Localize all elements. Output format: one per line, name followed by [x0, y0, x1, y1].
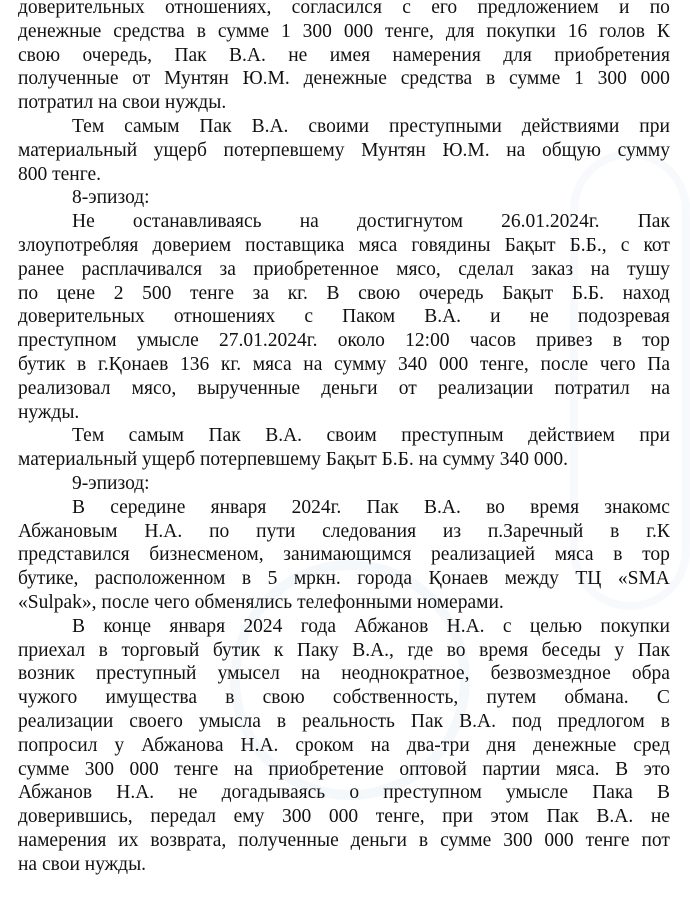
- text-line: преступном умысле 27.01.2024г. около 12:00 часов привез в тор: [18, 330, 670, 352]
- text-line: свою очередь, Пак В.А. не имея намерения для приобретения: [18, 44, 670, 66]
- text-line: бутик в г.Қонаев 136 кг. мяса на сумму 340 000 тенге, после чего Па: [18, 354, 670, 375]
- text-line: потратил на свои нужды.: [18, 92, 227, 114]
- text-line: 800 тенге.: [18, 163, 102, 185]
- text-line: представился бизнесменом, занимающимся реализацией мяса в тор: [18, 544, 670, 566]
- text-line: чужого имущества в свою собственность, путем обмана. С: [18, 687, 670, 709]
- text-line: приехал в торговый бутик к Паку В.А., где во время беседы у Пак: [18, 639, 670, 661]
- text-line: сумме 300 000 тенге на приобретение оптовой партии мяса. В это: [18, 758, 670, 780]
- text-line: попросил у Абжанова Н.А. сроком на два-три дня денежные сред: [18, 734, 670, 756]
- text-line: реализовал мясо, вырученные деньги от реализации потратил на: [18, 377, 670, 399]
- text-line: денежные средства в сумме 1 300 000 тенге, для покупки 16 голов К: [18, 20, 670, 42]
- text-line: бутике, расположенном в 5 мркн. города Қонаев между ТЦ «SMA: [18, 568, 670, 590]
- text-line: реализации своего умысла в реальность Пак В.А. под предлогом в: [18, 711, 670, 732]
- text-line: материальный ущерб потерпевшему Бақыт Б.Б. на сумму 340 000.: [18, 449, 569, 471]
- text-line: Абжанов Н.А. не догадываясь о преступном умысле Пака В: [18, 782, 670, 804]
- text-line: на свои нужды.: [18, 853, 147, 875]
- text-line: намерения их возврата, полученные деньги в сумме 300 000 тенге пот: [18, 830, 670, 851]
- text-line: В середине января 2024г. Пак В.А. во время знакомс: [72, 496, 670, 518]
- text-line: возник преступный умысел на неоднократное, безвозмездное обра: [18, 663, 670, 685]
- text-line: доверительных отношениях, согласился с его предложением и по: [18, 0, 670, 18]
- text-line: доверительных отношениях с Паком В.А. и не подозревая: [18, 306, 670, 328]
- text-line: полученные от Мунтян Ю.М. денежные средства в сумме 1 300 000: [18, 68, 670, 90]
- text-line: 8-эпизод:: [72, 187, 150, 209]
- text-line: Абжановым Н.А. по пути следования из п.Заречный в г.К: [18, 520, 670, 542]
- text-line: нужды.: [18, 401, 80, 423]
- text-line: ранее расплачивался за приобретенное мясо, сделал заказ на тушу: [18, 258, 670, 280]
- text-line: Тем самым Пак В.А. своими преступными действиями при: [72, 116, 670, 137]
- text-line: Тем самым Пак В.А. своим преступным действием при: [72, 425, 670, 447]
- text-line: Не останавливаясь на достигнутом 26.01.2024г. Пак: [72, 211, 670, 233]
- text-line: «Sulpak», после чего обменялись телефонными номерами.: [18, 592, 504, 613]
- text-line: 9-эпизод:: [72, 473, 150, 494]
- text-line: материальный ущерб потерпевшему Мунтян Ю.М. на общую сумму: [18, 139, 670, 161]
- text-line: доверившись, передал ему 300 000 тенге, при этом Пак В.А. не: [18, 806, 670, 828]
- text-line: злоупотребляя доверием поставщика мяса говядины Бақыт Б.Б., с кот: [18, 235, 670, 256]
- text-line: по цене 2 500 тенге за кг. В свою очередь Бақыт Б.Б. наход: [18, 282, 670, 304]
- text-line: В конце января 2024 года Абжанов Н.А. с целью покупки: [72, 615, 670, 637]
